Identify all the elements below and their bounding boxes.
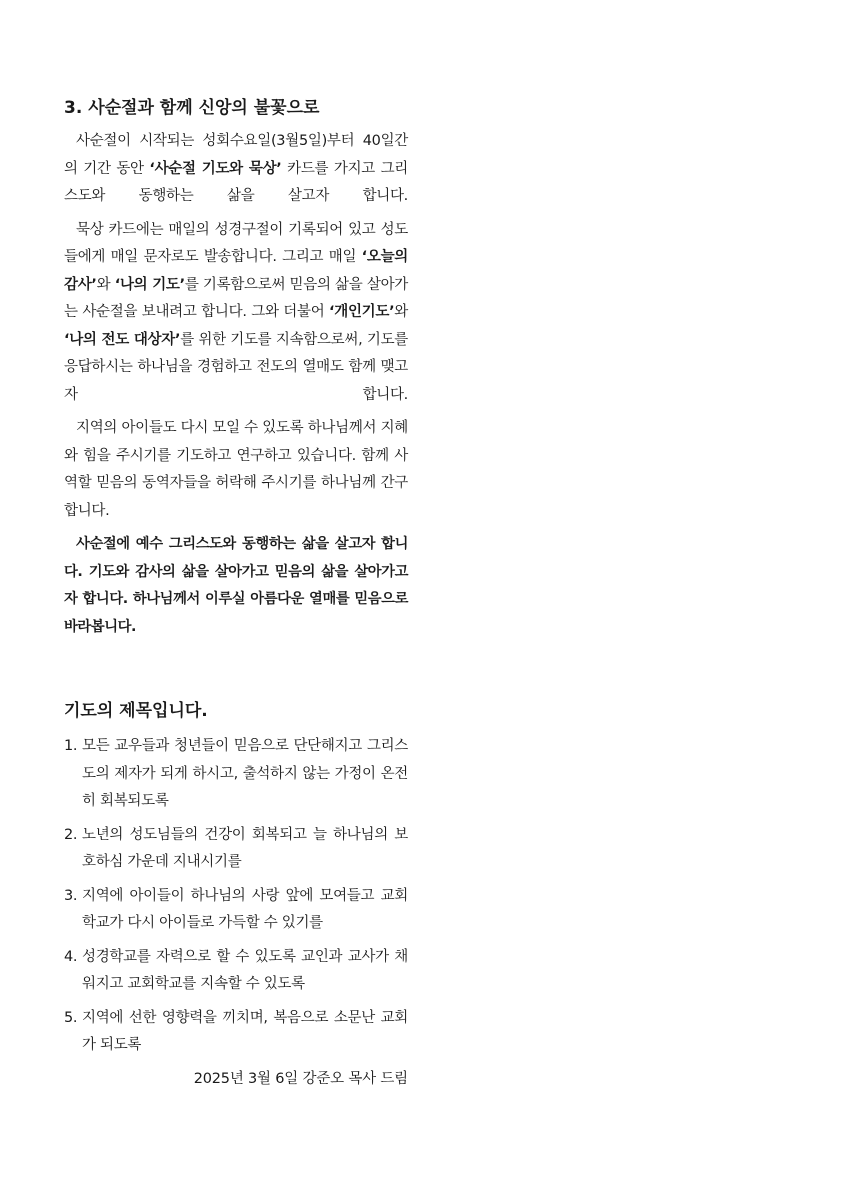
letter-column	[64, 96, 408, 1093]
prayer-item	[64, 1005, 408, 1060]
item-text: 지역에 선한 영향력을 끼치며, 복음으로 소문난 교회가 되도록	[82, 1009, 408, 1053]
paragraph-children: 지역의 아이들도 다시 모일 수 있도록 하나님께서 지혜와 힘을 주시기를 기도하고 연구하고 있습니다. 함께 사역할 믿음의 동역자들을 허락해 주시기를 하나님께 간구합니다.	[64, 420, 408, 519]
item-number: 3.	[64, 887, 78, 904]
signature-line: 2025년 3월 6일 강준오 목사 드림	[193, 1070, 408, 1087]
item-text: 노년의 성도님들의 건강이 회복되고 늘 하나님의 보호하심 가운데 지내시기를	[82, 826, 408, 870]
item-text: 지역에 아이들이 하나님의 사랑 앞에 모여들고 교회학교가 다시 아이들로 가득할 수 있기를	[82, 887, 408, 931]
prayer-item	[64, 822, 408, 877]
prayer-item	[64, 883, 408, 938]
item-number: 1.	[64, 738, 78, 754]
paragraph-meditation-card	[64, 217, 408, 410]
text-run: 와	[96, 276, 115, 293]
bold-text-run: ‘사순절 기도와 묵상’	[149, 160, 282, 177]
prayer-list-title: 기도의 제목입니다.	[64, 701, 208, 721]
bold-text-run: ‘나의 기도’	[114, 276, 185, 293]
paragraph-lent-card	[64, 128, 408, 211]
section-heading: 3. 사순절과 함께 신앙의 불꽃으로	[64, 98, 320, 118]
item-text: 모든 교우들과 청년들이 믿음으로 단단해지고 그리스도의 제자가 되게 하시고, 출석하지 않는 가정이 온전히 회복되도록	[82, 738, 408, 809]
text-run: 를 기록함으로써 믿음의 삶을 살아가는 사순절을 보내려고 합니다. 그와 더불어	[64, 276, 408, 320]
text-run: 와	[394, 304, 408, 320]
text-run: 사순절이 시작되는 성회수요일(3월5일)부터 40일간의 기간 동안	[64, 133, 408, 177]
item-number: 5.	[64, 1009, 78, 1026]
prayer-item	[64, 944, 408, 999]
bold-text-run: ‘나의 전도 대상자’	[64, 331, 181, 348]
bold-text-run: ‘개인기도’	[329, 304, 395, 320]
text-run: 를 위한 기도를 지속함으로써, 기도를 응답하시는 하나님을 경험하고 전도의 열매도 함께 맺고자 합니다.	[64, 331, 408, 403]
item-number: 4.	[64, 948, 78, 965]
bold-text-run: ‘오늘의 감사’	[64, 249, 408, 293]
prayer-list	[64, 733, 408, 1060]
text-run: 카드를 가지고 그리스도와 동행하는 삶을 살고자 합니다.	[64, 160, 408, 204]
text-run: 묵상 카드에는 매일의 성경구절이 기록되어 있고 성도들에게 매일 문자로도 발송합니다. 그리고 매일	[64, 221, 408, 265]
closing-statement: 사순절에 예수 그리스도와 동행하는 삶을 살고자 합니다. 기도와 감사의 삶을 살아가고 믿음의 삶을 살아가고자 합니다. 하나님께서 이루실 아름다운 열매를 믿음으로 바라봅니다.	[64, 536, 408, 635]
item-number: 2.	[64, 826, 78, 843]
prayer-item	[64, 733, 408, 816]
item-text: 성경학교를 자력으로 할 수 있도록 교인과 교사가 채워지고 교회학교를 지속할 수 있도록	[82, 948, 408, 992]
